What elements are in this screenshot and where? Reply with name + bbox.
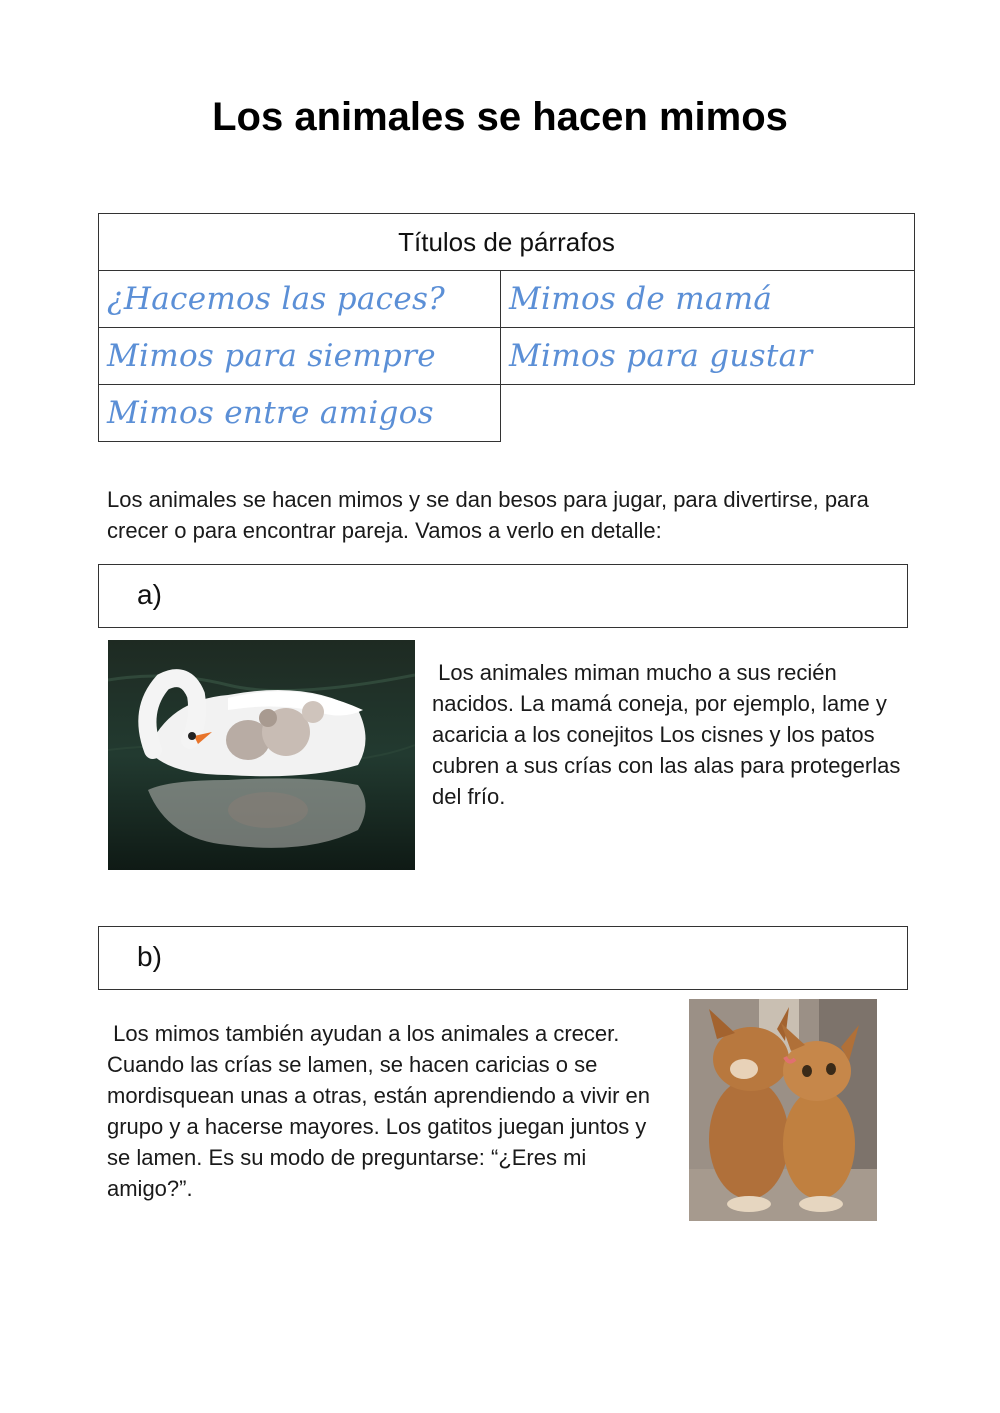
paragraph-titles-table — [98, 213, 915, 442]
intro-paragraph: Los animales se hacen mimos y se dan besos para jugar, para divertirse, para crecer o para encontrar pareja. Vamos a verlo en detalle: — [107, 487, 869, 543]
answer-box-a[interactable] — [98, 564, 908, 628]
swan-photo — [108, 640, 415, 870]
paragraph-b-text: Los mimos también ayudan a los animales a crecer. Cuando las crías se lamen, se hacen caricias o se mordisquean unas a otras, están aprendiendo a vivir en grupo y a hacerse mayores. Los gatitos juegan juntos y se lamen. Es su modo de preguntarse: “¿Eres mi amigo?”. — [107, 1021, 651, 1201]
empty-cell — [501, 385, 915, 442]
swan-illustration — [108, 640, 415, 870]
paragraph-a — [432, 657, 908, 812]
page-title: Los animales se hacen mimos — [212, 95, 788, 139]
kittens-illustration — [689, 999, 877, 1221]
table-header: Títulos de párrafos — [99, 214, 915, 271]
answer-box-b[interactable] — [98, 926, 908, 990]
title-option[interactable]: Mimos para siempre — [99, 328, 501, 385]
answer-label-a: a) — [137, 579, 162, 610]
title-option[interactable]: Mimos de mamá — [501, 271, 915, 328]
title-option[interactable]: ¿Hacemos las paces? — [99, 271, 501, 328]
answer-label-b: b) — [137, 941, 162, 972]
kittens-photo — [689, 999, 877, 1221]
paragraph-a-text: Los animales miman mucho a sus recién nacidos. La mamá coneja, por ejemplo, lame y acaricia a los conejitos Los cisnes y los patos cubren a sus crías con las alas para protegerlas del frío. — [432, 660, 901, 809]
paragraph-b — [107, 1018, 669, 1204]
title-option[interactable]: Mimos para gustar — [501, 328, 915, 385]
title-option[interactable]: Mimos entre amigos — [99, 385, 501, 442]
